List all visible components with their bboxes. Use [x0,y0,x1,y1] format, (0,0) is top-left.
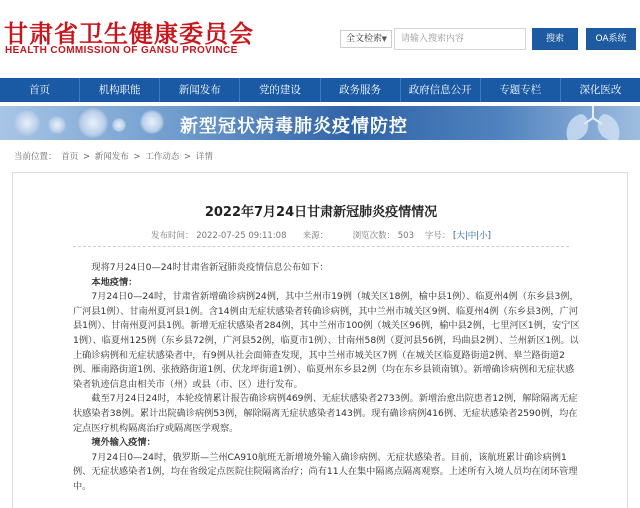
font-small-link[interactable]: 小 [479,231,488,241]
site-logo-subtitle: HEALTH COMMISSION OF GANSU PROVINCE [5,45,238,56]
breadcrumb-separator: > [82,152,91,162]
breadcrumb [14,150,215,162]
nav-item-party[interactable]: 党的建设 [240,78,320,102]
hands-image [8,108,128,138]
article-meta: 发布时间： 2022-07-25 09:11:08 来源： 浏览次数： 503 字号： [大|中|小] [151,231,491,241]
nav-item-functions[interactable]: 机构职能 [80,78,160,102]
article-panel [12,172,628,508]
paragraph-local-2: 截至7月24日24时，本轮疫情累计报告确诊病例469例、无症状感染者2733例。新增治愈出院患者12例，解除隔离无症状感染者38例。累计出院确诊病例53例，解除隔离无症状感染者143例。现有确诊病例416例、无症状感染者2590例，均在定点医疗机构隔离治疗或隔离医学观察。 [73,393,578,434]
source-label: 来源： [302,231,329,241]
breadcrumb-item-home[interactable]: 首页 [61,152,79,162]
nav-item-services[interactable]: 政务服务 [321,78,401,102]
search-scope-label: 全文检索 [346,34,383,44]
breadcrumb-separator: > [133,152,141,162]
virus-icon [140,110,164,134]
chevron-down-icon: ▼ [381,35,387,43]
nav-item-topics[interactable]: 专题专栏 [481,78,561,102]
publish-time: 发布时间： 2022-07-25 09:11:08 [151,231,287,241]
view-count: 浏览次数： 503 [352,231,414,241]
nav-item-home[interactable]: 首页 [0,78,80,102]
paragraph-import: 7月24日0—24时，俄罗斯—兰州CA910航班无新增境外输入确诊病例、无症状感染者。目前，该航班累计确诊病例1例、无症状感染者1例，均在省级定点医院住院隔离治疗；尚有11人在集中隔离点隔离观察。上述所有入境人员均在闭环管理中。 [73,451,578,492]
paragraph-local-1: 7月24日0—24时，甘肃省新增确诊病例24例，其中兰州市19例（城关区18例，榆中县1例）、临夏州4例（东乡县3例，广河县1例）、甘南州夏河县1例。含14例由无症状感染者转确诊病例，其中兰州市城关区9例、临夏州4例（东乡县3例，广河县1例）、甘南州夏河县1例。新增无症状感染者284例，其中兰州市100例（城关区96例，榆中县2例，七里河区1例，安宁区1例）、临夏州125例（东乡县72例，广河县52例，临夏市1例）、甘南州58例（夏河县56例，玛曲县2例）、兰州新区1例。以上确诊病例和无症状感染者中，有9例从社会面筛查发现，其中兰州市城关区7例（在城关区临夏路街道2例、皋兰路街道2例、雁南路街道1例、张掖路街道1例、伏龙坪街道1例）、临夏州东乡县2例（均在东乡县锁南镇）。新增确诊病例和无症状感染者轨迹信息由相关市（州）或县（市、区）进行发布。 [73,291,580,390]
site-header [0,0,640,72]
nav-item-news[interactable]: 新闻发布 [160,78,240,102]
breadcrumb-separator: > [184,152,192,162]
breadcrumb-item-detail: 详情 [195,152,213,162]
article-title: 2022年7月24日甘肃新冠肺炎疫情情况 [204,205,438,220]
meta-divider [73,246,569,247]
section-heading-import: 境外输入疫情： [91,437,156,449]
site-logo-title[interactable]: 甘肃省卫生健康委员会 [4,19,254,48]
font-medium-link[interactable]: 中 [467,231,477,241]
breadcrumb-item-news[interactable]: 新闻发布 [94,152,129,162]
lungs-icon [560,106,630,140]
covid-banner[interactable] [0,106,640,140]
main-nav [0,78,640,102]
banner-title: 新型冠状病毒肺炎疫情防控 [180,116,408,137]
oa-system-button[interactable]: OA系统 [586,28,636,50]
nav-item-disclosure[interactable]: 政府信息公开 [401,78,481,102]
font-size-label: 字号： [424,231,451,241]
nav-item-reform[interactable]: 深化医改 [579,84,622,96]
search-scope-select[interactable] [340,30,392,48]
search-button[interactable]: 搜索 [532,28,578,50]
breadcrumb-item-work[interactable]: 工作动态 [145,152,180,162]
breadcrumb-label: 当前位置： [14,152,57,162]
section-heading-local: 本地疫情： [91,276,138,288]
search-input[interactable]: 请输入搜索内容 [394,28,526,50]
article-intro: 现将7月24日0—24时甘肃省新冠肺炎疫情信息公布如下： [91,262,329,273]
font-large-link[interactable]: 大 [456,231,465,241]
article-body [73,261,581,495]
